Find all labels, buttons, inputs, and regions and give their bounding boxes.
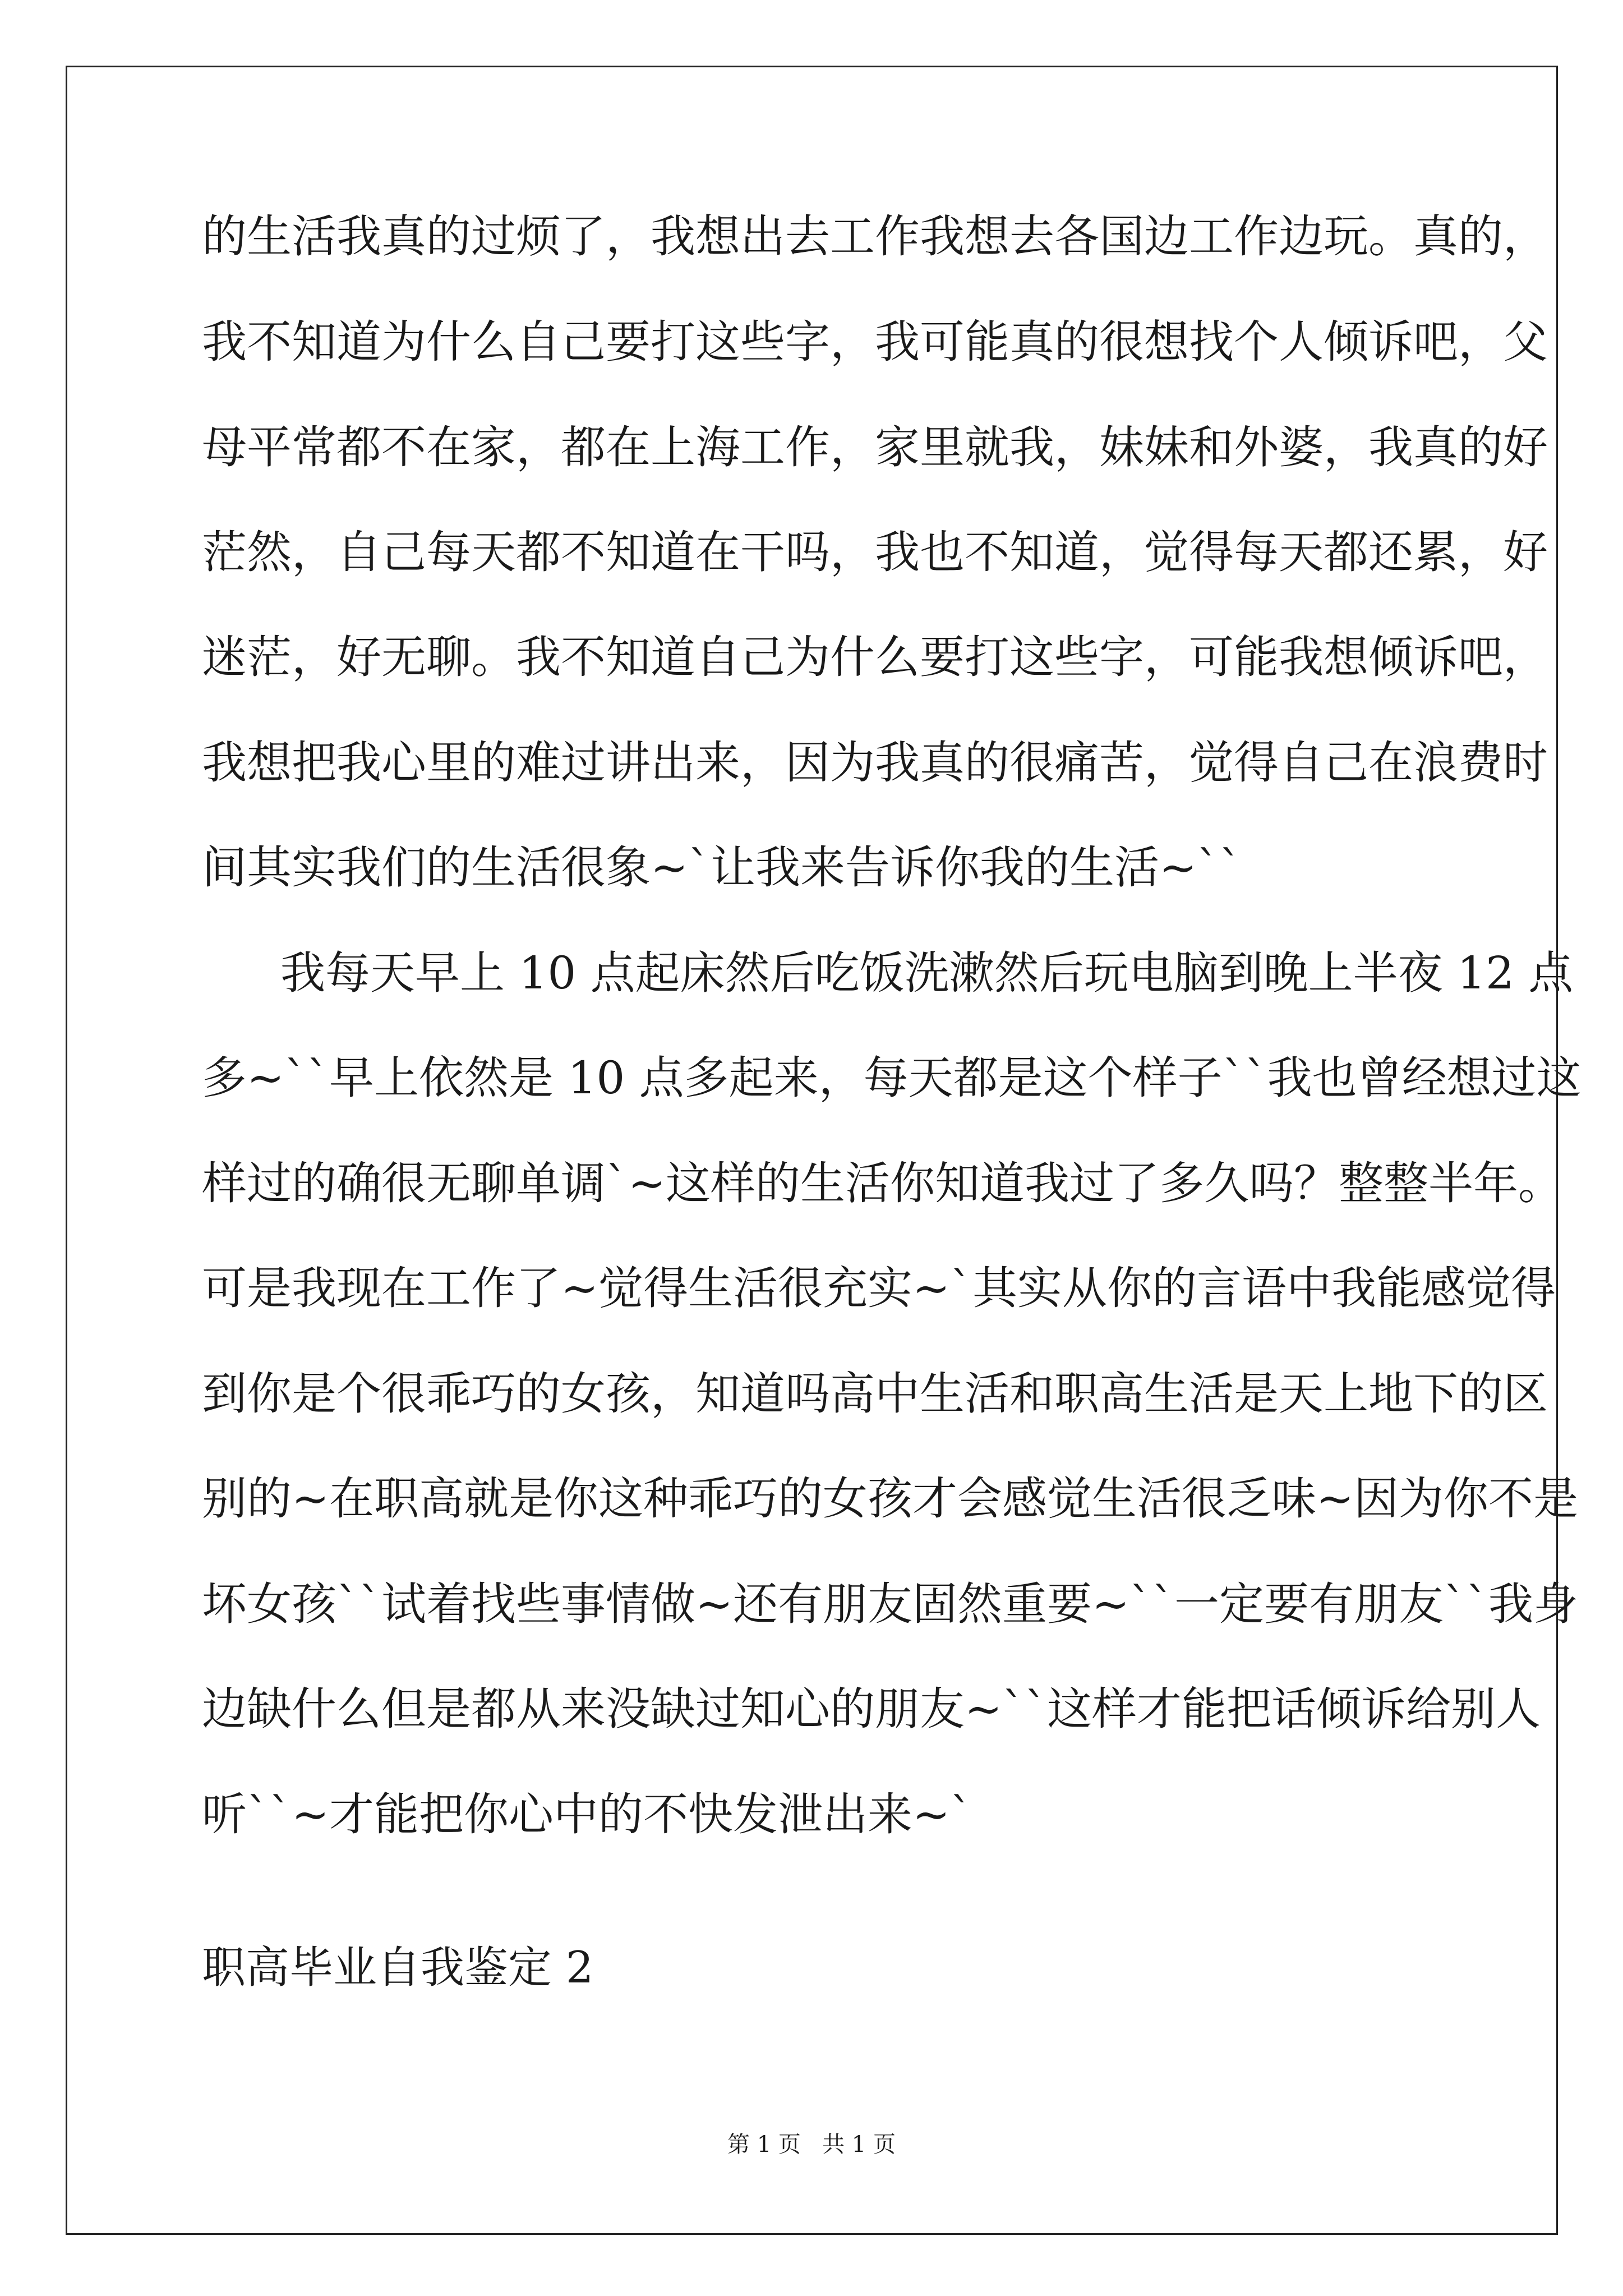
body-line: 坏女孩``试着找些事情做~还有朋友固然重要~``一定要有朋友``我身 (202, 1578, 1579, 1630)
body-line: 边缺什么但是都从来没缺过知心的朋友~``这样才能把话倾诉给别人 (202, 1683, 1541, 1735)
section-heading: 职高毕业自我鉴定 2 (202, 1943, 594, 1993)
body-line: 我想把我心里的难过讲出来，因为我真的很痛苦，觉得自己在浪费时 (202, 737, 1548, 789)
body-line: 我每天早上 10 点起床然后吃饭洗漱然后玩电脑到晚上半夜 12 点 (280, 947, 1574, 999)
body-line: 迷茫，好无聊。我不知道自己为什么要打这些字，可能我想倾诉吧， (202, 631, 1548, 683)
body-line: 茫然，自己每天都不知道在干吗，我也不知道，觉得每天都还累，好 (202, 526, 1548, 578)
body-line: 的生活我真的过烦了，我想出去工作我想去各国边工作边玩。真的， (202, 210, 1548, 263)
body-line: 母平常都不在家，都在上海工作，家里就我，妹妹和外婆，我真的好 (202, 421, 1548, 473)
body-line: 样过的确很无聊单调`~这样的生活你知道我过了多久吗？整整半年。 (202, 1157, 1564, 1209)
body-line: 别的~在职高就是你这种乖巧的女孩才会感觉生活很乏味~因为你不是 (202, 1473, 1579, 1525)
body-line: 我不知道为什么自己要打这些字，我可能真的很想找个人倾诉吧，父 (202, 316, 1548, 368)
body-line: 可是我现在工作了~觉得生活很充实~`其实从你的言语中我能感觉得 (202, 1262, 1556, 1314)
body-line: 听``~才能把你心中的不快发泄出来~` (202, 1788, 973, 1841)
page-footer: 第 1 页 共 1 页 (727, 2132, 896, 2157)
body-line: 间其实我们的生活很象~`让我来告诉你我的生活~`` (202, 841, 1242, 894)
body-line: 多~``早上依然是 10 点多起来，每天都是这个样子``我也曾经想过这 (202, 1052, 1581, 1104)
body-line: 到你是个很乖巧的女孩，知道吗高中生活和职高生活是天上地下的区 (202, 1368, 1548, 1420)
page-border (66, 66, 1558, 2235)
